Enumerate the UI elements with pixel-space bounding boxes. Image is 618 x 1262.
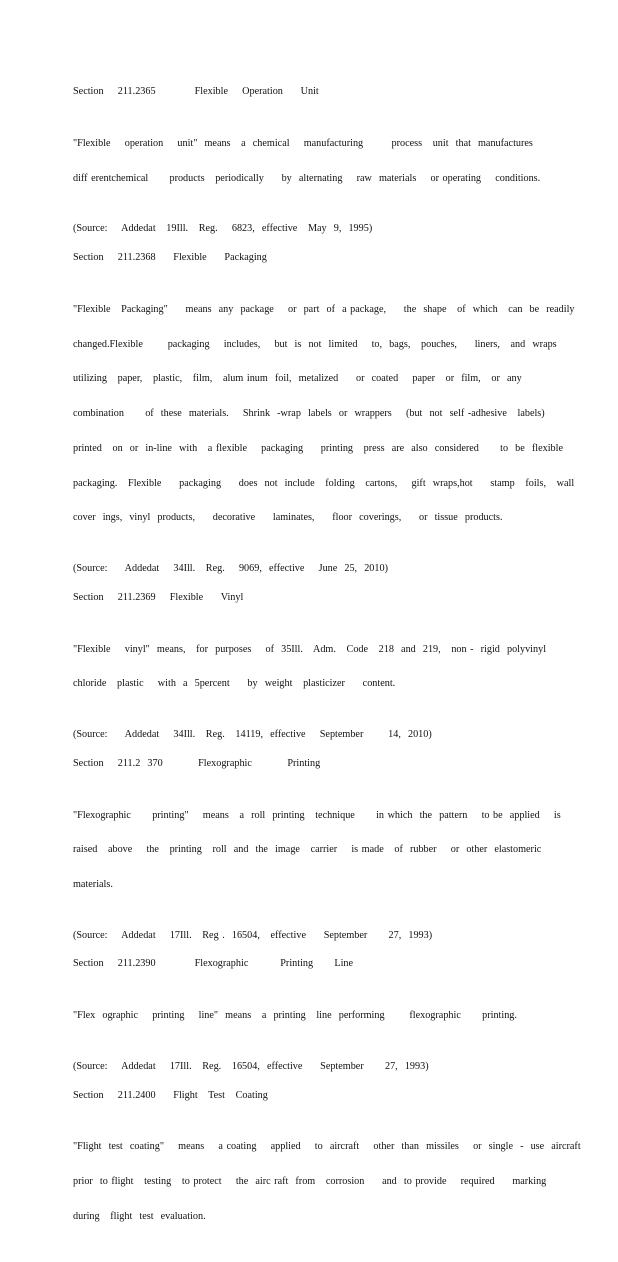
paragraph-line: chloride plastic with a 5percent by weight plasticizer content. bbox=[73, 678, 396, 690]
paragraph-line: "Flexible vinyl" means, for purposes of 35Ill. Adm. Code 218 and 219, non - rigid polyvinyl bbox=[73, 643, 547, 655]
section-heading: Section 211.2400 Flight Test Coating bbox=[73, 1089, 268, 1101]
paragraph-line: raised above the printing roll and the image carrier is made of rubber or other elastomeric bbox=[73, 844, 542, 856]
section-heading: Section 211.2 370 Flexographic Printing bbox=[73, 757, 321, 769]
source-note: (Source: Addedat 17Ill. Reg. 16504, effective September 27, 1993) bbox=[73, 1061, 429, 1072]
paragraph-line: materials. bbox=[73, 879, 113, 891]
source-note: (Source: Addedat 19Ill. Reg. 6823, effective May 9, 1995) bbox=[73, 223, 373, 235]
paragraph-line: combination of these materials. Shrink -wrap labels or wrappers (but not self -adhesive labels) bbox=[73, 408, 545, 420]
section-paragraph bbox=[73, 115, 541, 208]
section-paragraph bbox=[73, 987, 535, 1045]
source-note: (Source: Addedat 34Ill. Reg. 14119, effective September 14, 2010) bbox=[73, 729, 432, 741]
paragraph-line: "Flight test coating" means a coating applied to aircraft other than missiles or single - use aircraft bbox=[73, 1141, 581, 1153]
paragraph-line: packaging. Flexible packaging does not include folding cartons, gift wraps,hot stamp foils, wall bbox=[73, 477, 575, 489]
paragraph-line: diff erentchemical products periodically by alternating raw materials or operating conditions. bbox=[73, 172, 541, 184]
section-heading: Section 211.2368 Flexible Packaging bbox=[73, 251, 267, 263]
paragraph-line: during flight test evaluation. bbox=[73, 1210, 206, 1222]
section-paragraph bbox=[73, 620, 547, 713]
paragraph-line: "Flexible Packaging" means any package or part of a package, the shape of which can be readily bbox=[73, 303, 575, 315]
paragraph-line: printed on or in-line with a flexible packaging printing press are also considered to be flexible bbox=[73, 442, 563, 454]
paragraph-line: utilizing paper, plastic, film, alum inum foil, metalized or coated paper or film, or any bbox=[73, 373, 522, 385]
section-paragraph bbox=[73, 281, 575, 548]
document-page bbox=[73, 86, 581, 1262]
paragraph-line: changed.Flexible packaging includes, but is not limited to, bags, pouches, liners, and wraps bbox=[73, 338, 557, 350]
section-paragraph bbox=[73, 786, 561, 914]
section-heading: Section 211.2369 Flexible Vinyl bbox=[73, 591, 244, 603]
paragraph-line: prior to flight testing to protect the airc raft from corrosion and to provide required marking bbox=[73, 1176, 547, 1188]
source-note: (Source: Addedat 34Ill. Reg. 9069, effective June 25, 2010) bbox=[73, 563, 388, 575]
section-heading: Section 211.2365 Flexible Operation Unit bbox=[73, 86, 319, 97]
source-note: (Source: Addedat 17Ill. Reg . 16504, effective September 27, 1993) bbox=[73, 929, 433, 941]
section-paragraph bbox=[73, 1118, 581, 1246]
paragraph-line: "Flexographic printing" means a roll printing technique in which the pattern to be applied is bbox=[73, 809, 561, 821]
paragraph-line: "Flexible operation unit" means a chemical manufacturing process unit that manufactures bbox=[73, 137, 533, 149]
paragraph-line: cover ings, vinyl products, decorative laminates, floor coverings, or tissue products. bbox=[73, 512, 503, 524]
section-heading: Section 211.2390 Flexographic Printing Line bbox=[73, 958, 354, 970]
paragraph-line: "Flex ographic printing line" means a printing line performing flexographic printing. bbox=[73, 1010, 517, 1022]
